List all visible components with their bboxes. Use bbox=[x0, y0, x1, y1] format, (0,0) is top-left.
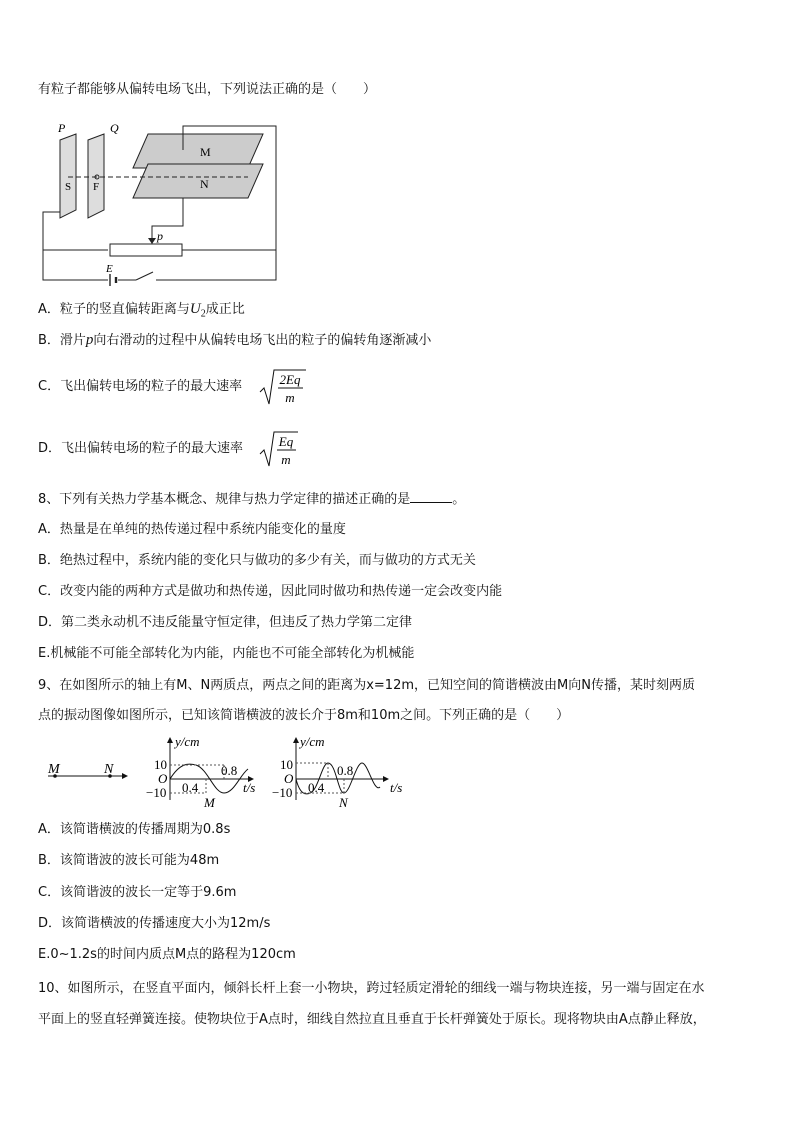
graph1-point: M bbox=[204, 795, 215, 810]
label-P: P bbox=[58, 122, 66, 135]
q8-blank bbox=[410, 490, 452, 503]
label-S: S bbox=[65, 181, 72, 193]
q7-c-text: C．飞出偏转电场的粒子的最大速率 bbox=[38, 379, 243, 394]
axis-label-M: M bbox=[48, 762, 60, 777]
q7-a-post: 成正比 bbox=[205, 302, 245, 317]
q9-option-e: E.0~1.2s的时间内质点M点的路程为120cm bbox=[38, 947, 296, 962]
graph1-ylabel: y/cm bbox=[175, 735, 200, 749]
graph2-t2: 0.8 bbox=[337, 763, 354, 778]
q9-option-a: A．该简谐横波的传播周期为0.8s bbox=[38, 822, 231, 837]
q7-stem: 有粒子都能够从偏转电场飞出，下列说法正确的是（ ） bbox=[38, 82, 377, 97]
graph2-origin: O bbox=[284, 771, 294, 786]
graph2-neg: −10 bbox=[272, 785, 293, 800]
q7-option-b bbox=[38, 331, 431, 350]
label-Q: Q bbox=[110, 122, 119, 135]
q9-option-d: D．该简谐横波的传播速度大小为12m/s bbox=[38, 916, 271, 931]
q7-c-sqrt bbox=[258, 366, 308, 408]
q7-c-num: 2Eq bbox=[279, 372, 301, 387]
graph1-t1: 0.4 bbox=[182, 780, 199, 795]
graph2-xlabel: t/s bbox=[390, 780, 403, 795]
graph2-t1: 0.4 bbox=[308, 780, 325, 795]
q7-a-sub: 2 bbox=[200, 308, 206, 320]
vibration-graph-M bbox=[146, 735, 255, 810]
q7-c-den: m bbox=[285, 390, 295, 405]
q8-stem-text: 8、下列有关热力学基本概念、规律与热力学定律的描述正确的是 bbox=[38, 492, 411, 507]
graph1-t2: 0.8 bbox=[221, 763, 238, 778]
q9-stem-line2: 点的振动图像如图所示，已知该简谐横波的波长介于8m和10m之间。下列正确的是（ ） bbox=[38, 708, 570, 723]
graph2-point: N bbox=[339, 795, 348, 810]
q8-option-d: D．第二类永动机不违反能量守恒定律，但违反了热力学第二定律 bbox=[38, 615, 413, 630]
q8-stem bbox=[38, 490, 465, 509]
q7-option-d bbox=[38, 440, 243, 458]
graph1-neg: −10 bbox=[146, 785, 167, 800]
q7-d-sqrt bbox=[258, 428, 302, 470]
q9-option-c: C．该简谐波的波长一定等于9.6m bbox=[38, 885, 237, 900]
q7-b-text: B．滑片 bbox=[38, 333, 86, 348]
graph1-pos: 10 bbox=[154, 757, 167, 772]
q7-b-var: p bbox=[85, 332, 94, 348]
q10-line1: 10、如图所示，在竖直平面内，倾斜长杆上套一小物块，跨过轻质定滑轮的细线一端与物块连接，另一端与固定在水 bbox=[38, 981, 705, 996]
q7-d-num: Eq bbox=[278, 434, 294, 449]
q8-option-b: B．绝热过程中，系统内能的变化只与做功的多少有关，而与做功的方式无关 bbox=[38, 553, 476, 568]
q10-line2: 平面上的竖直轻弹簧连接。使物块位于A点时，细线自然拉直且垂直于长杆弹簧处于原长。现将物块由A点静止释放， bbox=[38, 1012, 706, 1027]
q8-option-a: A．热量是在单纯的热传递过程中系统内能变化的量度 bbox=[38, 522, 346, 537]
q7-option-a bbox=[38, 300, 245, 324]
graph2-pos: 10 bbox=[280, 757, 293, 772]
q7-d-den: m bbox=[281, 452, 291, 467]
q8-option-c: C．改变内能的两种方式是做功和热传递，因此同时做功和热传递一定会改变内能 bbox=[38, 584, 503, 599]
q7-option-c bbox=[38, 378, 242, 396]
label-E: E bbox=[106, 263, 113, 275]
label-N: N bbox=[200, 177, 209, 191]
label-M: M bbox=[200, 145, 211, 159]
q7-d-text: D．飞出偏转电场的粒子的最大速率 bbox=[38, 441, 244, 456]
q7-b-post: 向右滑动的过程中从偏转电场飞出的粒子的偏转角逐渐减小 bbox=[93, 333, 432, 348]
q8-stem-end: 。 bbox=[452, 492, 466, 507]
graph1-xlabel: t/s bbox=[243, 780, 256, 795]
q7-a-text: A．粒子的竖直偏转距离与 bbox=[38, 302, 190, 317]
graph1-origin: O bbox=[158, 771, 168, 786]
label-p: p bbox=[157, 229, 163, 243]
q8-option-e: E.机械能不可能全部转化为内能，内能也不可能全部转化为机械能 bbox=[38, 646, 415, 661]
axis-label-N: N bbox=[104, 762, 114, 777]
q7-circuit-figure bbox=[38, 122, 288, 287]
vibration-graph-N bbox=[272, 735, 402, 810]
q9-stem-line1: 9、在如图所示的轴上有M、N两质点，两点之间的距离为x=12m，已知空间的简谐横波由M向N传播，某时刻两质 bbox=[38, 678, 695, 693]
q9-option-b: B．该简谐波的波长可能为48m bbox=[38, 853, 220, 868]
label-F: F bbox=[93, 181, 100, 193]
q9-figure bbox=[38, 735, 418, 810]
q7-a-var: U bbox=[189, 301, 201, 317]
graph2-ylabel: y/cm bbox=[300, 735, 325, 749]
